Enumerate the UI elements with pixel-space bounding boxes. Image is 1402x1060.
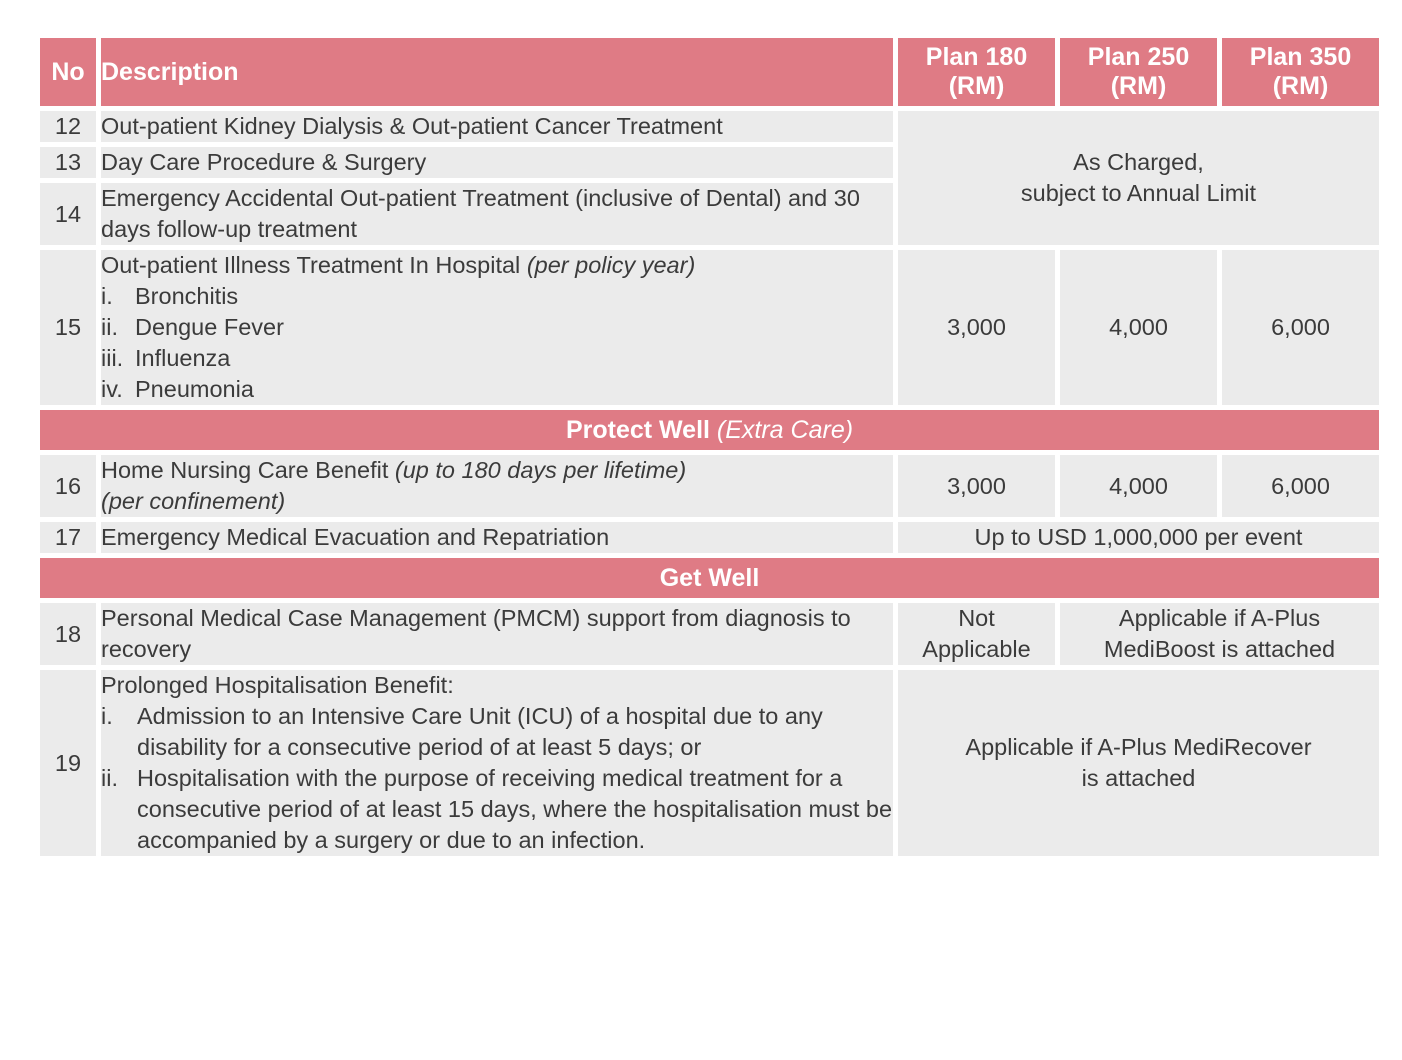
column-header-description: Description <box>101 38 893 106</box>
list-text: Pneumonia <box>135 376 254 403</box>
as-charged-line-1: As Charged, <box>1073 149 1204 176</box>
protect-well-title: Protect Well <box>565 416 710 445</box>
benefits-table <box>35 33 1384 861</box>
row-15-lead-plain: Out-patient Illness Treatment In Hospital <box>101 252 527 279</box>
table-row <box>40 603 1379 665</box>
row-number-14: 14 <box>40 183 96 245</box>
row-15-plan-180-value: 3,000 <box>898 250 1055 405</box>
list-item <box>101 763 893 856</box>
row-16-plan-250-value: 4,000 <box>1060 455 1217 517</box>
list-marker: ii. <box>101 314 118 341</box>
row-19-lead: Prolonged Hospitalisation Benefit: <box>101 672 454 699</box>
row-18-plan-180-line-2: Applicable <box>922 636 1031 663</box>
table-header <box>40 38 1379 106</box>
row-19-merged-value <box>898 670 1379 856</box>
row-16-plain: Home Nursing Care Benefit <box>101 457 395 484</box>
row-17-merged-value: Up to USD 1,000,000 per event <box>898 522 1379 553</box>
row-18-plan-180-value <box>898 603 1055 665</box>
section-banner-get-well <box>40 558 1379 598</box>
protect-well-subtitle: (Extra Care) <box>709 416 854 445</box>
column-header-plan-250 <box>1060 38 1217 106</box>
column-header-no: No <box>40 38 96 106</box>
row-15-plan-350-value: 6,000 <box>1222 250 1379 405</box>
plan-350-currency: (RM) <box>1272 72 1329 100</box>
row-18-merged-line-2: MediBoost is attached <box>1103 636 1336 663</box>
table-row <box>40 455 1379 517</box>
row-number-18: 18 <box>40 603 96 665</box>
merged-value-as-charged <box>898 111 1379 245</box>
row-description-16 <box>101 455 893 517</box>
plan-180-currency: (RM) <box>948 72 1005 100</box>
row-description-19 <box>101 670 893 856</box>
list-item <box>101 281 893 312</box>
list-marker: i. <box>101 283 113 310</box>
table-row <box>40 522 1379 553</box>
section-banner-row <box>40 558 1379 598</box>
row-19-value-line-1: Applicable if A-Plus MediRecover <box>965 734 1312 761</box>
list-text: Admission to an Intensive Care Unit (ICU) of a hospital due to any disability for a consecutive period of at least 5 days; or <box>137 703 823 761</box>
list-item <box>101 312 893 343</box>
row-15-lead <box>101 250 893 281</box>
table-row <box>40 670 1379 856</box>
list-marker: iv. <box>101 376 123 403</box>
row-16-italic-2: (per confinement) <box>101 488 286 515</box>
row-number-13: 13 <box>40 147 96 178</box>
row-15-sublist <box>101 281 893 405</box>
section-banner-protect-well <box>40 410 1379 450</box>
plan-250-title: Plan 250 <box>1087 43 1190 72</box>
row-number-12: 12 <box>40 111 96 142</box>
list-text: Hospitalisation with the purpose of receiving medical treatment for a consecutive period of at least 15 days, where the hospitalisation must be accompanied by a surgery or due to an infection. <box>137 765 893 854</box>
header-row <box>40 38 1379 106</box>
plan-250-currency: (RM) <box>1110 72 1167 100</box>
column-header-plan-350 <box>1222 38 1379 106</box>
row-description-14: Emergency Accidental Out-patient Treatment (inclusive of Dental) and 30 days follow-up treatment <box>101 183 893 245</box>
list-marker: iii. <box>101 345 124 372</box>
row-number-19: 19 <box>40 670 96 856</box>
section-banner-row <box>40 410 1379 450</box>
list-text: Influenza <box>135 345 231 372</box>
list-item <box>101 701 893 763</box>
list-text: Dengue Fever <box>135 314 284 341</box>
row-18-plan-180-line-1: Not <box>958 605 995 632</box>
get-well-title: Get Well <box>659 564 760 593</box>
table-row <box>40 111 1379 142</box>
row-18-merged-line-1: Applicable if A-Plus <box>1118 605 1321 632</box>
table-body <box>40 111 1379 856</box>
row-number-15: 15 <box>40 250 96 405</box>
row-description-12: Out-patient Kidney Dialysis & Out-patient Cancer Treatment <box>101 111 893 142</box>
row-15-lead-italic: (per policy year) <box>526 252 696 279</box>
list-marker: ii. <box>101 765 118 792</box>
row-description-17: Emergency Medical Evacuation and Repatriation <box>101 522 893 553</box>
row-15-plan-250-value: 4,000 <box>1060 250 1217 405</box>
list-item <box>101 343 893 374</box>
row-description-15 <box>101 250 893 405</box>
row-19-sublist <box>101 701 893 856</box>
row-16-italic-1: (up to 180 days per lifetime) <box>394 457 687 484</box>
row-number-16: 16 <box>40 455 96 517</box>
row-19-value-line-2: is attached <box>1081 765 1196 792</box>
list-item <box>101 374 893 405</box>
row-16-plan-180-value: 3,000 <box>898 455 1055 517</box>
plan-180-title: Plan 180 <box>925 43 1028 72</box>
as-charged-line-2: subject to Annual Limit <box>1020 180 1257 207</box>
list-text: Bronchitis <box>135 283 239 310</box>
row-16-plan-350-value: 6,000 <box>1222 455 1379 517</box>
row-number-17: 17 <box>40 522 96 553</box>
row-description-18: Personal Medical Case Management (PMCM) support from diagnosis to recovery <box>101 603 893 665</box>
list-marker: i. <box>101 703 113 730</box>
plan-350-title: Plan 350 <box>1249 43 1352 72</box>
column-header-plan-180 <box>898 38 1055 106</box>
table-row <box>40 250 1379 405</box>
row-18-merged-plan-250-350-value <box>1060 603 1379 665</box>
row-description-13: Day Care Procedure & Surgery <box>101 147 893 178</box>
